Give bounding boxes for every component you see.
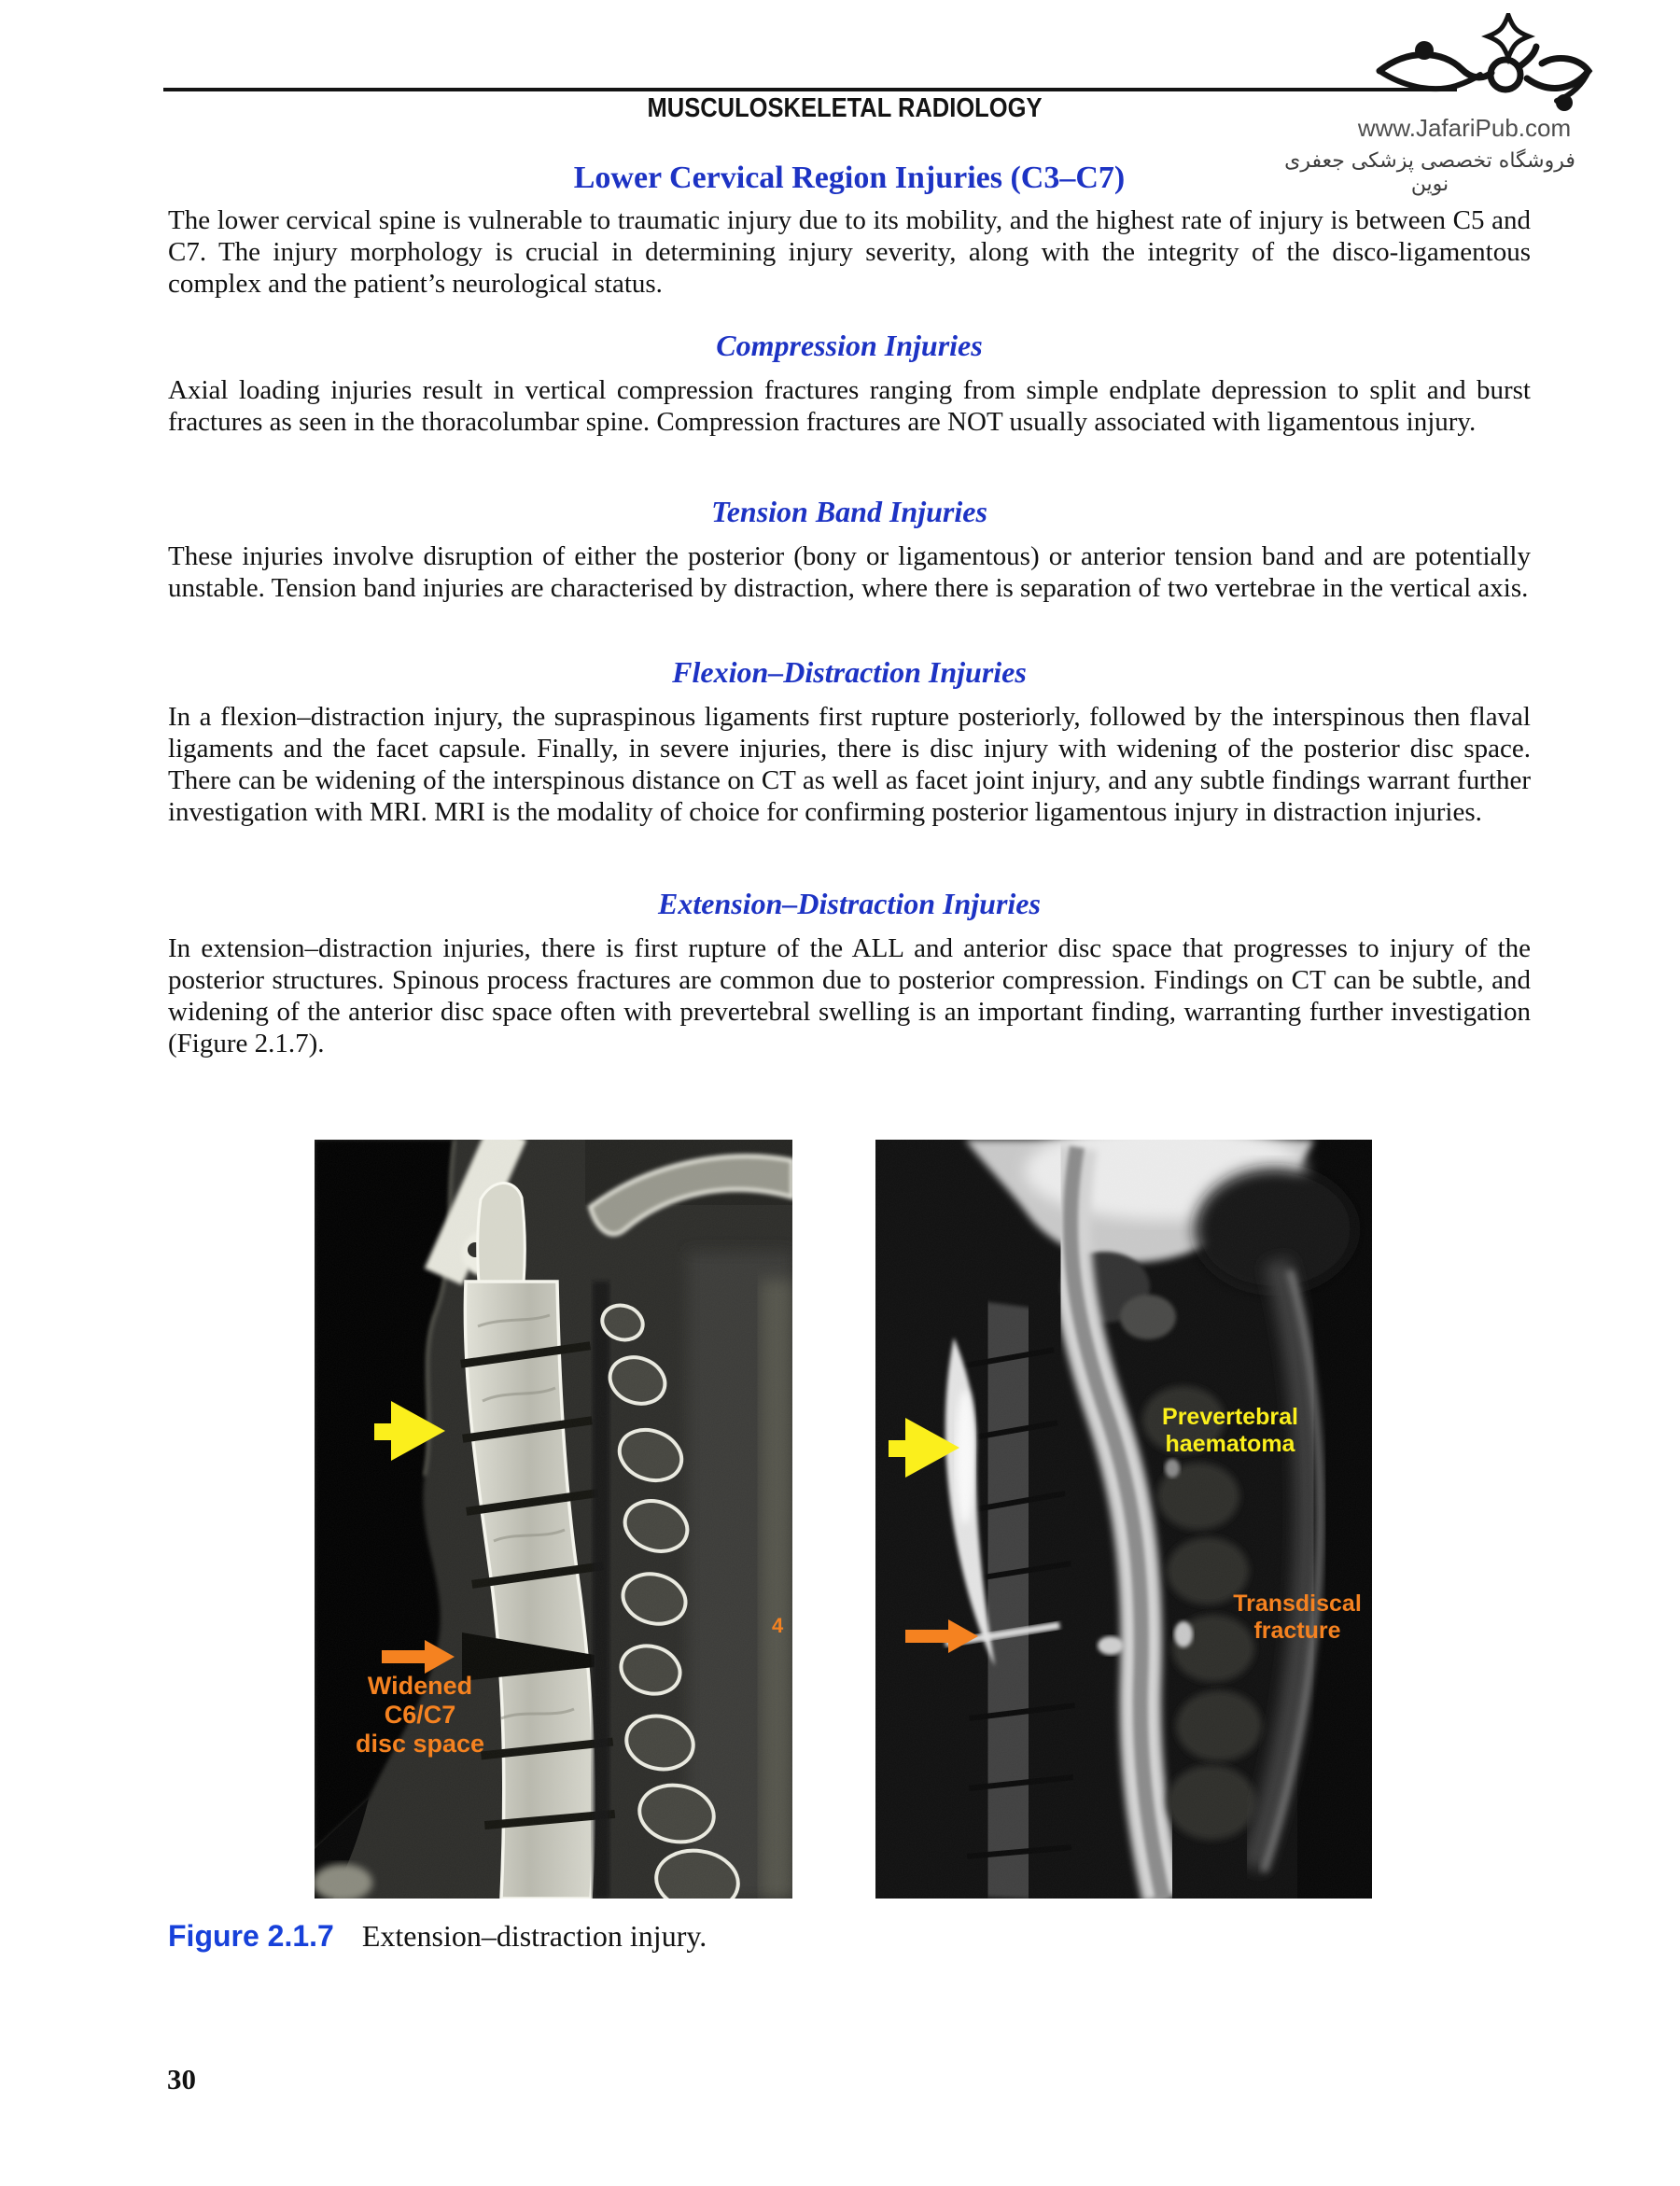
figure-label: Figure 2.1.7 [168, 1919, 334, 1953]
ct-sagittal-scan-illustration [315, 1140, 792, 1899]
yellow-arrowhead-icon [887, 1416, 961, 1479]
page-title: Lower Cervical Region Injuries (C3–C7) [573, 161, 1126, 195]
annotation-prevertebral-haematoma: Prevertebral haematoma [1162, 1404, 1298, 1457]
section-body-tension-band: These injuries involve disruption of either the posterior (bony or ligamentous) or anterior tension band and are potentially unstable. Tension band injuries are characterised by distraction, where there is separation of two vertebrae in the vertical axis. [168, 541, 1531, 603]
publisher-tagline-farsi: فروشگاه تخصصی پزشکی جعفری نوین [1284, 149, 1575, 196]
section-heading-compression: Compression Injuries [716, 329, 983, 362]
page-number: 30 [167, 2063, 196, 2095]
section-body-extension-distraction: In extension–distraction injuries, there is first rupture of the ALL and anterior disc space that progresses to injury of the posterior structures. Spinous process fractures are common due to posterior compression. Findings on CT can be subtle, and widening of the anterior disc space often with prevertebral swelling is an important finding, warranting further investigation (Figure 2.1.7). [168, 933, 1531, 1058]
section-body-compression: Axial loading injuries result in vertical compression fractures ranging from simple endplate depression to split and burst fractures as seen in the thoracolumbar spine. Compression fractures are NOT usually associated with ligamentous injury. [168, 375, 1531, 437]
figure-caption [168, 1919, 1568, 1954]
jafaripub-logo [1370, 13, 1598, 112]
annotation-corner-mark: 4 [772, 1614, 784, 1637]
calligraphy-logo-icon [1370, 13, 1598, 112]
yellow-arrowhead-icon [372, 1399, 447, 1463]
header-rule [163, 88, 1457, 91]
figure-caption-text: Extension–distraction injury. [361, 1919, 707, 1953]
publisher-website: www.JafariPub.com [1357, 114, 1572, 142]
annotation-widened-disc-space: Widened C6/C7 disc space [355, 1672, 485, 1758]
figure-panel-ct [315, 1140, 792, 1899]
figure-panel-mri [875, 1140, 1372, 1899]
orange-arrow-icon [905, 1618, 980, 1655]
orange-arrow-icon [382, 1638, 456, 1675]
mri-sagittal-scan-illustration [875, 1140, 1372, 1899]
annotation-transdiscal-fracture: Transdiscal fracture [1233, 1590, 1362, 1644]
running-title: MUSCULOSKELETAL RADIOLOGY [647, 93, 1043, 123]
section-heading-flexion-distraction: Flexion–Distraction Injuries [672, 655, 1027, 689]
section-body-flexion-distraction: In a flexion–distraction injury, the supraspinous ligaments first rupture posteriorly, followed by the interspinous then flaval ligaments and the facet capsule. Finally, in severe injuries, there is disc injury with widening of the posterior disc space. There can be widening of the interspinous distance on CT as well as facet joint injury, and any subtle findings warrant further investigation with MRI. MRI is the modality of choice for confirming posterior ligamentous injury in distraction injuries. [168, 702, 1531, 827]
section-heading-extension-distraction: Extension–Distraction Injuries [658, 887, 1041, 920]
intro-paragraph: The lower cervical spine is vulnerable to traumatic injury due to its mobility, and the highest rate of injury is between C5 and C7. The injury morphology is crucial in determining injury severity, along with the integrity of the disco-ligamentous complex and the patient’s neurological status. [168, 205, 1531, 299]
section-heading-tension-band: Tension Band Injuries [711, 495, 987, 528]
